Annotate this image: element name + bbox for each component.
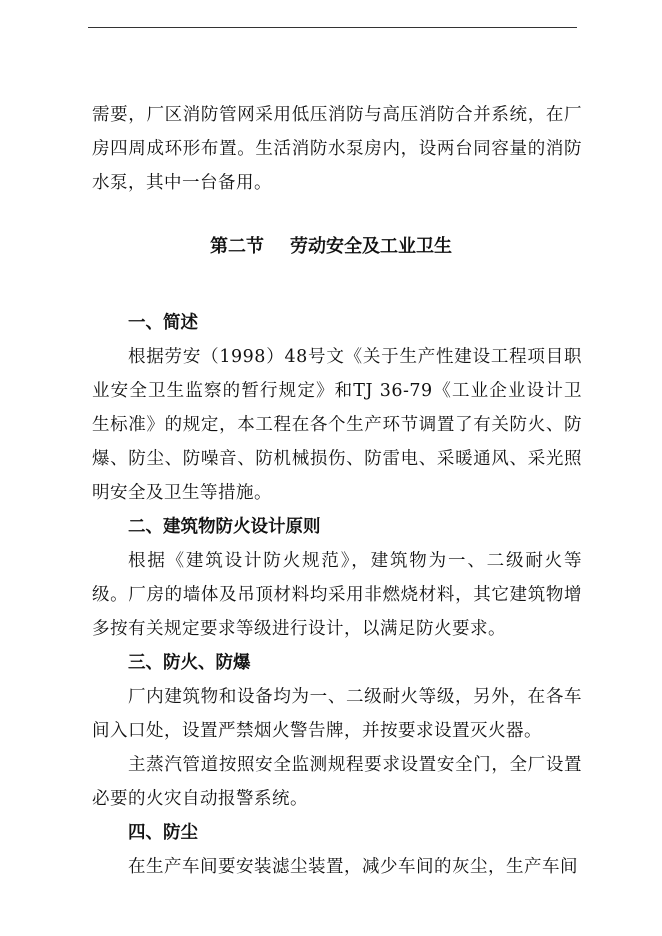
subsection-3-paragraph-1: 厂内建筑物和设备均为一、二级耐火等级，另外，在各车间入口处，设置严禁烟火警告牌，并按要求设置灭火器。: [92, 687, 582, 741]
body-block: [92, 306, 582, 884]
section-title: [0, 232, 662, 258]
header-rule: [88, 27, 577, 28]
subsection-2-paragraph: 根据《建筑设计防火规范》，建筑物为一、二级耐火等级。厂房的墙体及吊顶材料均采用非燃烧材料，其它建筑物增多按有关规定要求等级进行设计，以满足防火要求。: [92, 551, 582, 639]
subsection-1-paragraph: 根据劳安（1998）48号文《关于生产性建设工程项目职业安全卫生监察的暂行规定》和TJ 36-79《工业企业设计卫生标准》的规定，本工程在各个生产环节调置了有关防火、防爆、防尘、防噪音、防机械损伤、防雷电、采暖通风、采光照明安全及卫生等措施。: [92, 347, 582, 503]
subsection-heading-4: 四、防尘: [128, 823, 198, 843]
intro-paragraph: 需要，厂区消防管网采用低压消防与高压消防合并系统，在厂房四周成环形布置。生活消防水泵房内，设两台同容量的消防水泵，其中一台备用。: [92, 105, 582, 193]
section-number: 第二节: [210, 236, 264, 257]
intro-block: [92, 98, 582, 200]
section-name: 劳动安全及工业卫生: [290, 236, 452, 257]
subsection-3-paragraph-2: 主蒸汽管道按照安全监测规程要求设置安全门，全厂设置必要的火灾自动报警系统。: [92, 755, 582, 809]
subsection-heading-1: 一、简述: [128, 313, 198, 333]
subsection-heading-3: 三、防火、防爆: [128, 653, 251, 673]
subsection-4-paragraph: 在生产车间要安装滤尘装置，减少车间的灰尘，生产车间: [128, 857, 578, 877]
subsection-heading-2: 二、建筑物防火设计原则: [128, 517, 321, 537]
